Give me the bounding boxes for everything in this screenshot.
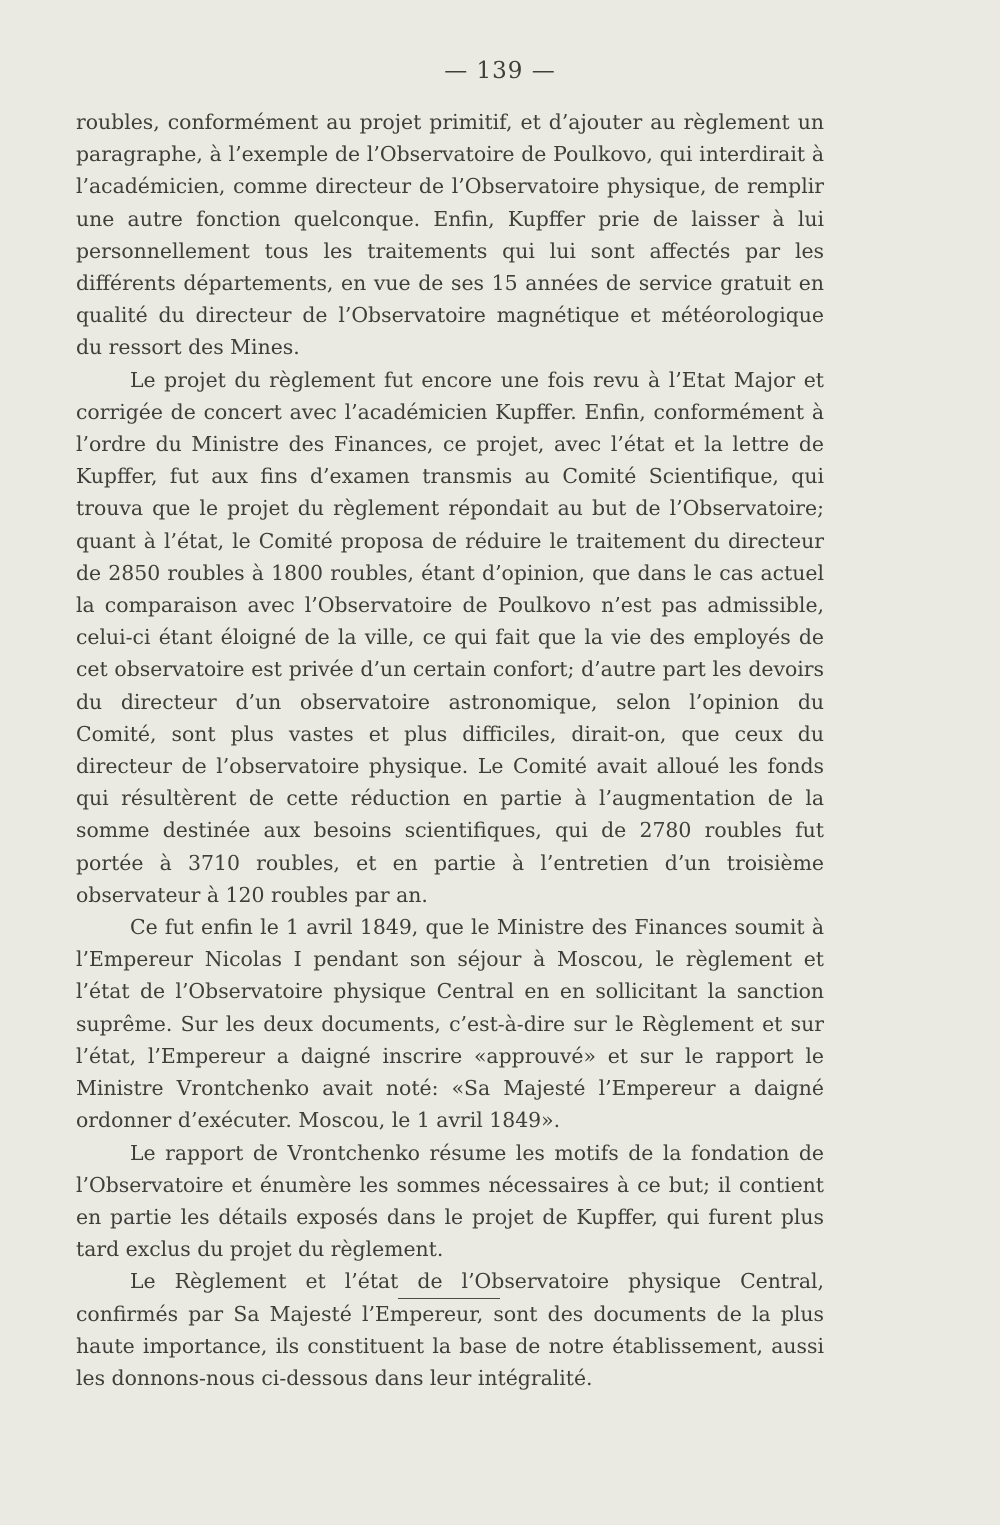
page-number: — 139 — bbox=[444, 58, 556, 84]
paragraph-5: Le Règlement et l’état de l’Observatoire physique Central, confirmés par Sa Majesté l’Empereur, sont des documents de la plus haute importance, ils constituent la base de notre établissement, aussi les donnons-nous ci-dessous dans leur intégralité. bbox=[76, 1269, 824, 1390]
paragraph-2: Le projet du règlement fut encore une fois revu à l’Etat Major et corrigée de concert avec l’académicien Kupffer. Enfin, conformément à l’ordre du Ministre des Finances, ce projet, avec l’état et la lettre de Kupffer, fut aux fins d’examen transmis au Comité Scientifique, qui trouva que le projet du règlement répondait au but de l’Observatoire; quant à l’état, le Comité proposa de réduire le traitement du directeur de 2850 roubles à 1800 roubles, étant d’opinion, que dans le cas actuel la comparaison avec l’Observatoire de Poulkovo n’est pas admissible, celui-ci étant éloigné de la ville, ce qui fait que la vie des employés de cet observatoire est privée d’un certain confort; d’autre part les devoirs du directeur d’un observatoire astronomique, selon l’opinion du Comité, sont plus vastes et plus difficiles, dirait-on, que ceux du directeur de l’observatoire physique. Le Comité avait alloué les fonds qui résultèrent de cette réduction en partie à l’augmentation de la somme destinée aux besoins scientifiques, qui de 2780 roubles fut portée à 3710 roubles, et en partie à l’entretien d’un troisième observateur à 120 roubles par an. bbox=[76, 367, 824, 907]
paragraph-3: Ce fut enfin le 1 avril 1849, que le Ministre des Finances soumit à l’Empereur Nicolas I pendant son séjour à Moscou, le règlement et l’état de l’Observatoire physique Central en en sollicitant la sanction suprême. Sur les deux documents, c’est-à-dire sur le Règlement et sur l’état, l’Empereur a daigné inscrire «approuvé» et sur le rapport le Ministre Vrontchenko avait noté: «Sa Majesté l’Empereur a daigné ordonner d’exécuter. Moscou, le 1 avril 1849». bbox=[76, 915, 824, 1133]
paragraph-1: roubles, conformément au projet primitif, et d’ajouter au règlement un paragraphe, à l’exemple de l’Observatoire de Poulkovo, qui interdirait à l’académicien, comme directeur de l’Observatoire physique, de remplir une autre fonction quelconque. Enfin, Kupffer prie de laisser à lui personnellement tous les traitements qui lui sont affectés par les différents départements, en vue de ses 15 années de service gratuit en qualité du directeur de l’Observatoire magnétique et météorologique du ressort des Mines. bbox=[76, 110, 824, 360]
body-text bbox=[76, 106, 824, 1394]
section-divider bbox=[398, 1298, 500, 1299]
paragraph-4: Le rapport de Vrontchenko résume les motifs de la fondation de l’Observatoire et énumère les sommes nécessaires à ce but; il contient en partie les détails exposés dans le projet de Kupffer, qui furent plus tard exclus du projet du règlement. bbox=[76, 1140, 824, 1262]
